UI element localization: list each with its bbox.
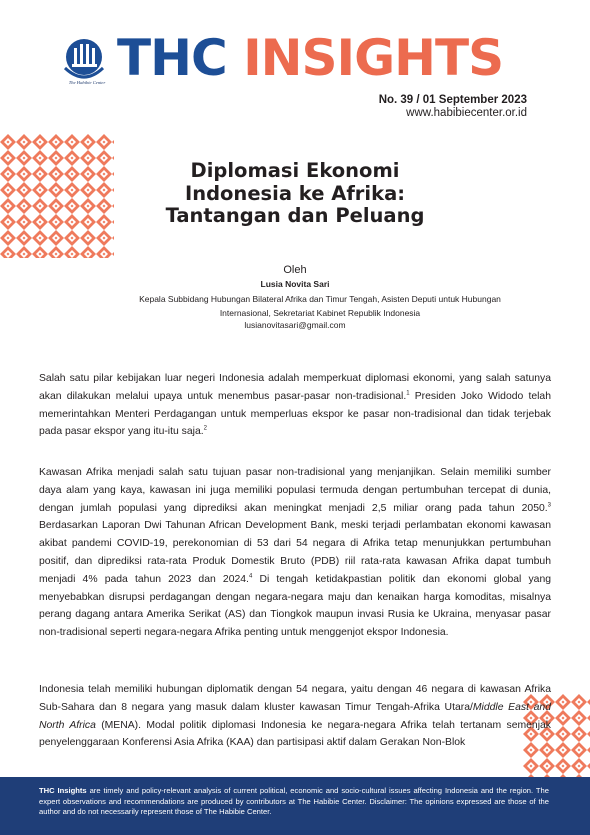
paragraph-2 bbox=[39, 464, 551, 642]
footnote-ref-2[interactable]: 2 bbox=[203, 425, 207, 432]
footnote-ref-3[interactable]: 3 bbox=[547, 502, 551, 509]
footer-brand: THC Insights bbox=[39, 786, 87, 795]
footer-disclaimer bbox=[39, 786, 549, 818]
article-title bbox=[120, 160, 470, 228]
paragraph-1 bbox=[39, 370, 551, 441]
title-line-2: Indonesia ke Afrika: bbox=[184, 181, 406, 205]
paragraph-3-italic: Middle East and North Africa bbox=[39, 701, 551, 731]
paragraph-2-text-a: Kawasan Afrika menjadi salah satu tujuan pasar non-tradisional yang menjanjikan. Selain memiliki sumber daya alam yang kaya, kawasan ini juga memiliki populasi termuda dengan pertumbuhan tercepat di dunia, dengan jumlah populasi yang diprediksi akan meningkat menjadi 2,5 miliar orang pada tahun 2050. bbox=[39, 467, 551, 514]
decorative-pattern-top-left bbox=[0, 134, 114, 258]
publication-brand bbox=[117, 26, 503, 90]
paragraph-3-text-b: (MENA). Modal politik diplomasi Indonesia ke negara-negara Afrika telah tertanam semenjak penyelenggaraan Konferensi Asia Afrika (KAA) dan partisipasi aktif dalam Gerakan Non-Blok bbox=[39, 719, 551, 749]
footnote-ref-1[interactable]: 1 bbox=[406, 390, 410, 397]
paragraph-2-text-b: Berdasarkan Laporan Dwi Tahunan African Development Bank, meski terjadi perlambatan ekonomi kawasan akibat pandemi COVID-19, perekonomian di 53 dari 54 negara di Afrika tetap menunjukkan pertumbuhan positif, dan diprediksi rata-rata Produk Domestik Bruto (PDB) riil rata-rata kawasan Afrika dapat tumbuh menjadi 4% pada tahun 2023 dan 2024. bbox=[39, 520, 551, 585]
affiliation-line-1: Kepala Subbidang Hubungan Bilateral Afrika dan Timur Tengah, Asisten Deputi untuk Hubungan bbox=[139, 294, 501, 304]
paragraph-3-text-a: Indonesia telah memiliki hubungan diplomatik dengan 54 negara, yaitu dengan 46 negara di kawasan Afrika Sub-Sahara dan 8 negara yang masuk dalam kluster kawasan Timur Tengah-Afrika Utara/ bbox=[39, 684, 551, 713]
affiliation-line-2: Internasional, Sekretariat Kabinet Republik Indonesia bbox=[219, 308, 421, 318]
paragraph-1-text-a: Salah satu pilar kebijakan luar negeri Indonesia adalah memperkuat diplomasi ekonomi, yang salah satunya akan dilakukan melalui upaya untuk menembus pasar-pasar non-tradisional. bbox=[39, 373, 551, 402]
logo-caption: The Habibie Center bbox=[68, 80, 106, 85]
footer-text: are timely and policy-relevant analysis of current political, economic and socio-cultural issues affecting Indonesia and the region. The expert observations and recommendations are produced by contributors at The Habibie Center. Disclaimer: The opinions expressed are those of the author and do not necessarily represent those of The Habibie Center. bbox=[39, 786, 550, 816]
author-affiliation bbox=[100, 292, 540, 320]
issue-number: No. 39 / 01 September 2023 bbox=[378, 94, 527, 106]
brand-insights: INSIGHTS bbox=[243, 29, 504, 87]
title-line-1: Diplomasi Ekonomi bbox=[190, 159, 400, 182]
author-email: lusianovitasari@gmail.com bbox=[244, 320, 346, 330]
author-name: Lusia Novita Sari bbox=[260, 279, 330, 289]
website-url: www.habibiecenter.or.id bbox=[406, 107, 527, 119]
paragraph-2-text-c: Di tengah ketidakpastian politik dan ekonomi global yang menyebabkan disrupsi perdagangan dengan negara-negara maju dan kenaikan harga komoditas, misalnya perang dagang antara Amerika Serikat (AS) dan Tiongkok maupun invasi Rusia ke Ukraina, menyasar pasar non-tradisional seperti negara-negara Afrika penting untuk menggenjot ekspor Indonesia. bbox=[39, 573, 552, 639]
brand-thc: THC bbox=[117, 29, 227, 87]
title-line-3: Tantangan dan Peluang bbox=[165, 204, 425, 227]
paragraph-3 bbox=[39, 681, 551, 752]
footnote-ref-4[interactable]: 4 bbox=[248, 573, 253, 580]
paragraph-1-text-b: Presiden Joko Widodo telah memerintahkan Menteri Perdagangan untuk memperluas ekspor ke pasar non-tradisional dan tidak terjebak pada pasar ekspor yang itu-itu saja. bbox=[39, 390, 551, 438]
by-label: Oleh bbox=[283, 264, 307, 276]
